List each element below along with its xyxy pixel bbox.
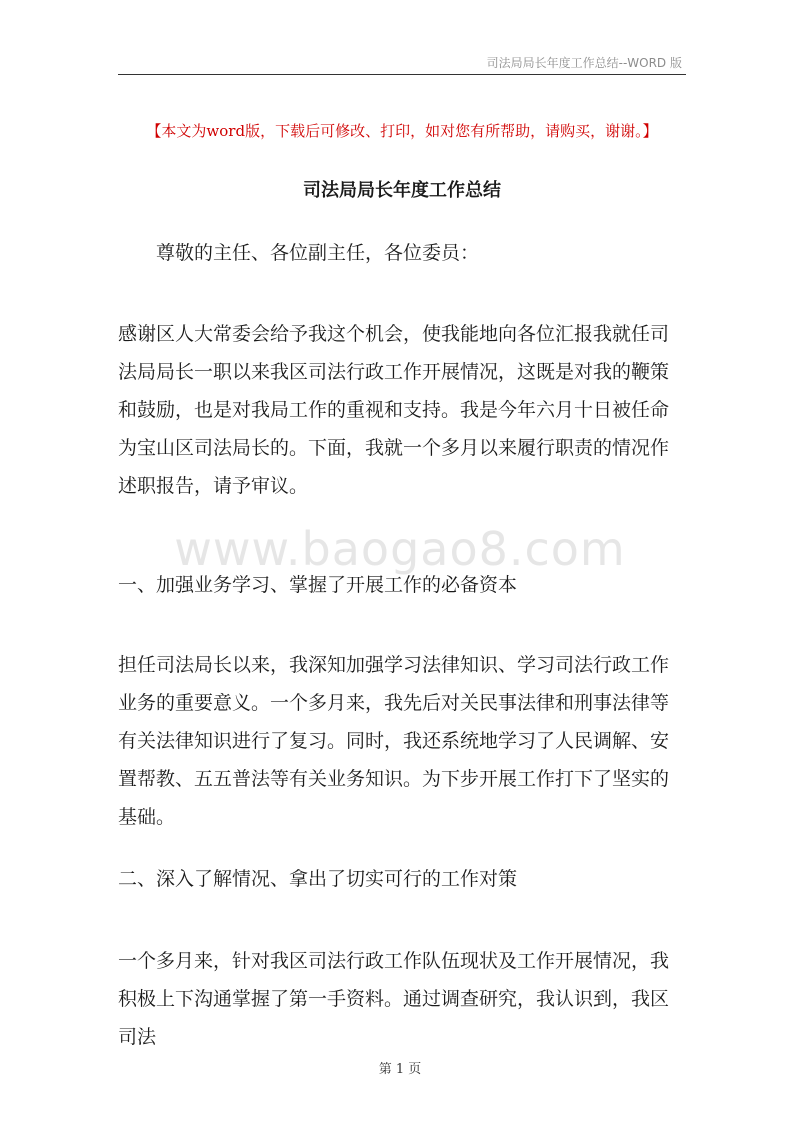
running-header: 司法局局长年度工作总结--WORD 版 [486, 56, 682, 70]
purchase-notice: 【本文为word版，下载后可修改、打印，如对您有所帮助，请购买，谢谢。】 [146, 122, 658, 140]
header-divider [118, 74, 686, 75]
watermark: www.baogao8.com [174, 522, 626, 576]
salutation: 尊敬的主任、各位副主任，各位委员： [156, 242, 480, 264]
section-heading-1: 一、加强业务学习、掌握了开展工作的必备资本 [118, 574, 518, 596]
paragraph-study: 担任司法局长以来，我深知加强学习法律知识、学习司法行政工作业务的重要意义。一个多月来，我先后对关民事法律和刑事法律等有关法律知识进行了复习。同时，我还系统地学习了人民调解、安置帮教、五五普法等有关业务知识。为下步开展工作打下了坚实的基础。 [118, 654, 670, 828]
paragraph-intro: 感谢区人大常委会给予我这个机会，使我能地向各位汇报我就任司法局局长一职以来我区司法行政工作开展情况，这既是对我的鞭策和鼓励，也是对我局工作的重视和支持。我是今年六月十日被任命为宝山区司法局长的。下面，我就一个多月以来履行职责的情况作述职报告，请予审议。 [118, 323, 670, 497]
page-number: 第 1 页 [378, 1062, 422, 1077]
section-heading-2: 二、深入了解情况、拿出了切实可行的工作对策 [118, 868, 518, 890]
document-title: 司法局局长年度工作总结 [303, 180, 501, 201]
paragraph-investigation: 一个多月来，针对我区司法行政工作队伍现状及工作开展情况，我积极上下沟通掌握了第一手资料。通过调查研究，我认识到，我区司法 [118, 950, 670, 1048]
